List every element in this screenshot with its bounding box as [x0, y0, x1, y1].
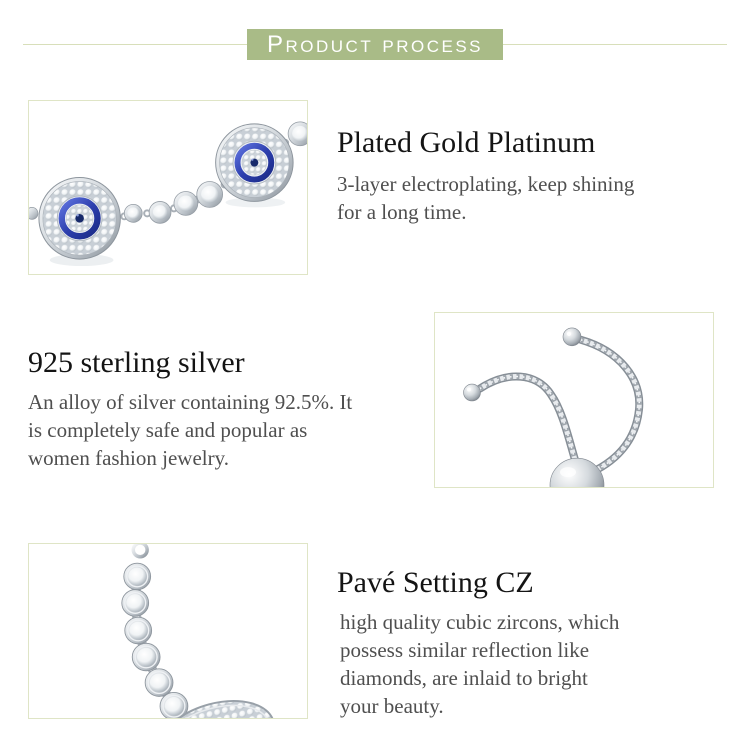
photo-evil-eye-bracelet [28, 100, 308, 275]
body-line: An alloy of silver containing 92.5%. It [28, 390, 353, 414]
page-title: Product process [266, 31, 484, 58]
body-line: high quality cubic zircons, which [340, 610, 620, 634]
evil-eye-charm-right [216, 124, 293, 202]
photo-silver-chain-clasp [434, 312, 714, 488]
body-line: diamonds, are inlaid to bright [340, 666, 588, 690]
evil-eye-bracelet-image [29, 101, 307, 274]
evil-eye-charm-left [39, 178, 120, 260]
slider-bead [550, 458, 604, 487]
body-line: 3-layer electroplating, keep shining [337, 172, 635, 196]
section-heading-plated-gold-platinum: Plated Gold Platinum [337, 126, 596, 159]
chain-right [581, 340, 639, 472]
chain-end-bead-left [464, 384, 481, 401]
body-line: women fashion jewelry. [28, 446, 229, 470]
section-heading-925-sterling-silver: 925 sterling silver [28, 346, 245, 379]
section-heading-pave-setting-cz: Pavé Setting CZ [337, 566, 534, 599]
chain-left [480, 376, 576, 463]
silver-chain-image [435, 313, 713, 487]
section-body-pave-setting-cz [340, 608, 619, 720]
photo-cz-chain [28, 543, 308, 719]
section-body-plated-gold-platinum [337, 170, 634, 226]
body-line: possess similar reflection like [340, 638, 590, 662]
section-header-badge [247, 29, 503, 60]
cz-chain-image [29, 544, 307, 718]
body-line: for a long time. [337, 200, 467, 224]
body-line: is completely safe and popular as [28, 418, 308, 442]
bezel-stone-strand [122, 563, 188, 718]
section-body-925-sterling-silver [28, 388, 352, 472]
chain-end-bead-right [563, 328, 581, 346]
body-line: your beauty. [340, 694, 444, 718]
